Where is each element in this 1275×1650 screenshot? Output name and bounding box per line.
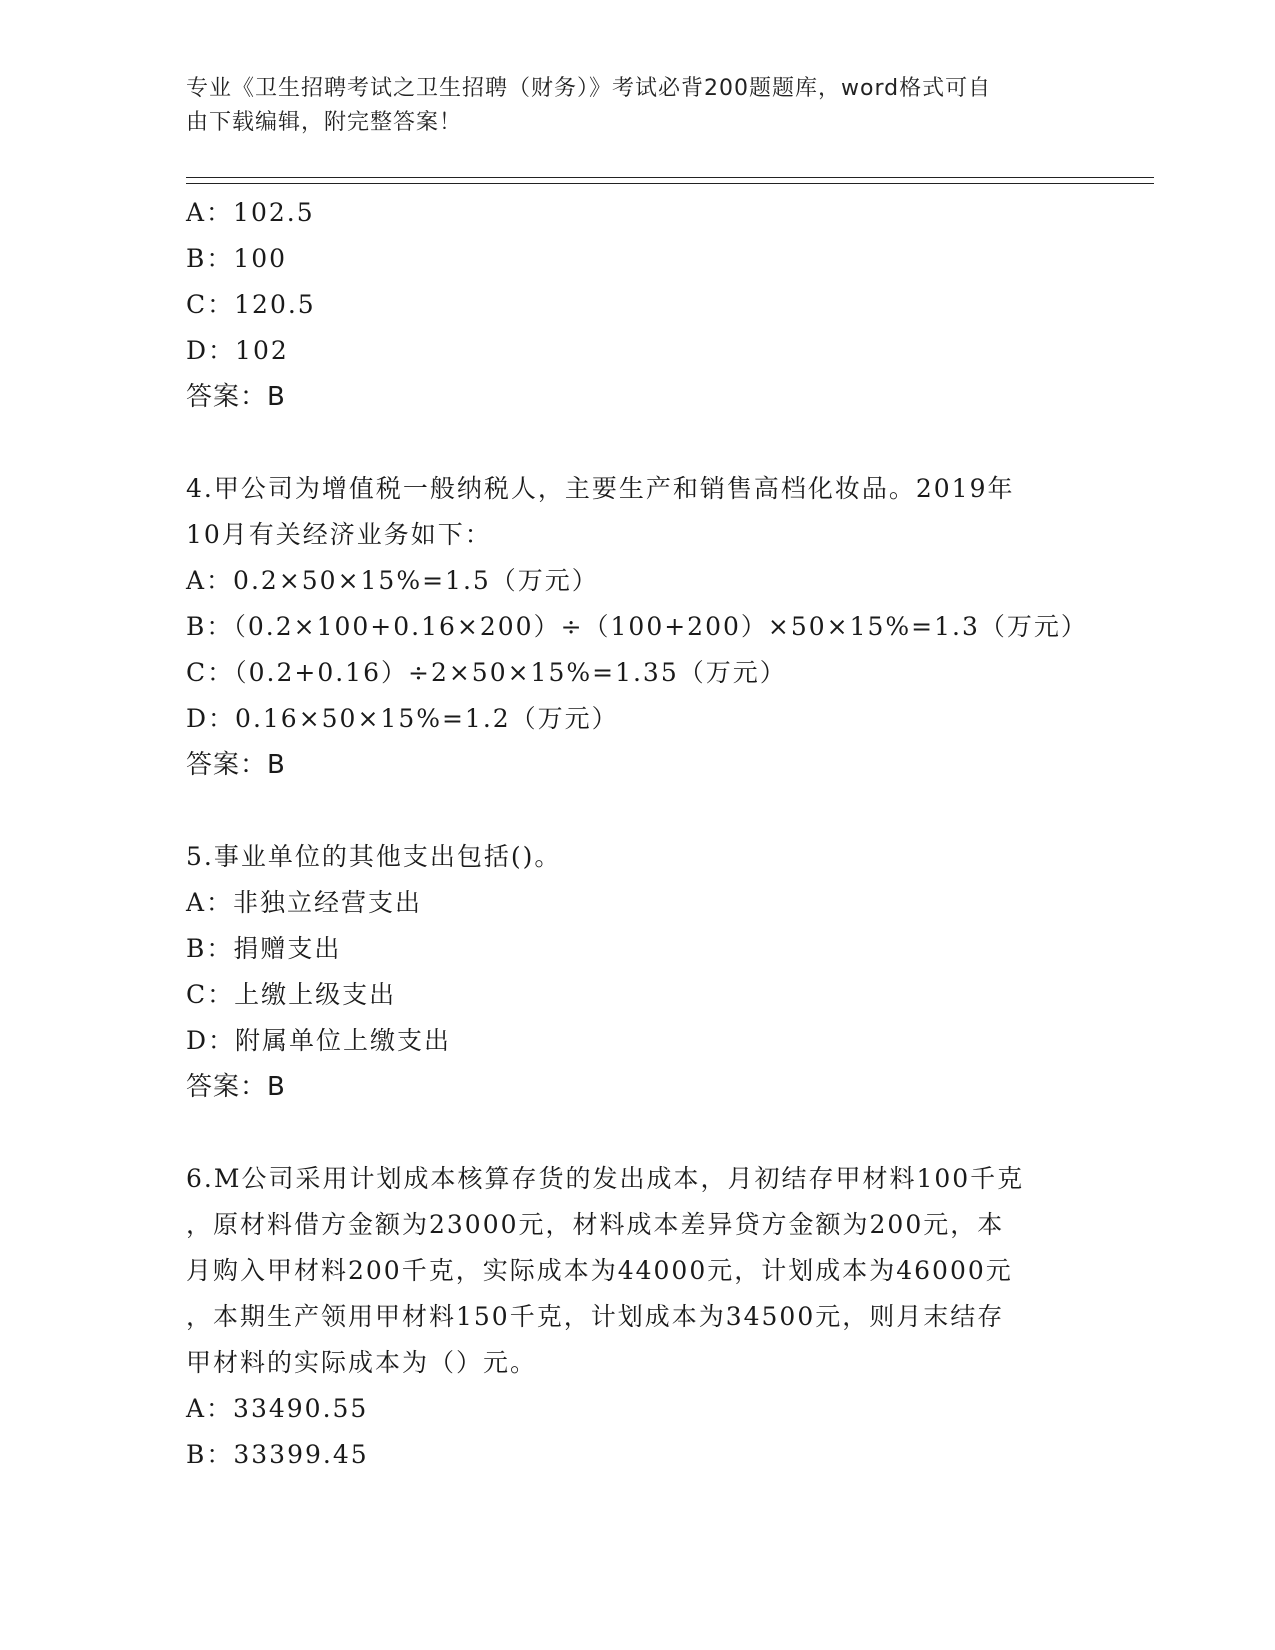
answer: 答案：B — [186, 382, 286, 412]
option-d: D：0.16×50×15%=1.2（万元） — [186, 704, 619, 733]
question-stem-line: ，原材料借方金额为23000元，材料成本差异贷方金额为200元，本 — [186, 1210, 1005, 1239]
spacer — [186, 1110, 1086, 1156]
answer: 答案：B — [186, 750, 286, 780]
spacer — [186, 420, 1086, 466]
question-stem-line: 月购入甲材料200千克，实际成本为44000元，计划成本为46000元 — [186, 1256, 1013, 1285]
option-a: A：33490.55 — [186, 1394, 369, 1423]
header-rule-bottom — [186, 183, 1154, 184]
option-a: A：102.5 — [186, 198, 315, 227]
option-c: C：上缴上级支出 — [186, 980, 397, 1009]
question-6 — [186, 1156, 1086, 1478]
option-b: B：33399.45 — [186, 1440, 369, 1469]
question-stem-line: 6.M公司采用计划成本核算存货的发出成本，月初结存甲材料100千克 — [186, 1164, 1025, 1193]
spacer — [186, 788, 1086, 834]
header-line-1: 专业《卫生招聘考试之卫生招聘（财务）》考试必背200题题库，word格式可自 — [186, 76, 992, 101]
option-d: D：附属单位上缴支出 — [186, 1026, 452, 1055]
option-d: D：102 — [186, 336, 289, 365]
question-stem-line: 甲材料的实际成本为（）元。 — [186, 1348, 538, 1377]
document-body — [186, 190, 1086, 1478]
option-b: B：捐赠支出 — [186, 934, 342, 963]
option-a: A：非独立经营支出 — [186, 888, 423, 917]
question-4 — [186, 466, 1086, 788]
option-c: C：（0.2+0.16）÷2×50×15%=1.35（万元） — [186, 658, 787, 687]
question-3 — [186, 190, 1086, 420]
question-stem-line: ，本期生产领用甲材料150千克，计划成本为34500元，则月末结存 — [186, 1302, 1005, 1331]
option-b: B：（0.2×100+0.16×200）÷（100+200）×50×15%=1.3（万元） — [186, 612, 1088, 641]
document-header — [186, 72, 1076, 140]
question-stem-line: 4.甲公司为增值税一般纳税人，主要生产和销售高档化妆品。2019年 — [186, 474, 1015, 503]
question-5 — [186, 834, 1086, 1110]
option-a: A：0.2×50×15%=1.5（万元） — [186, 566, 599, 595]
question-stem-line: 10月有关经济业务如下： — [186, 520, 492, 549]
option-b: B：100 — [186, 244, 288, 273]
question-stem-line: 5.事业单位的其他支出包括()。 — [186, 842, 562, 871]
header-rule-top — [186, 177, 1154, 178]
header-line-2: 由下载编辑，附完整答案！ — [186, 110, 463, 135]
answer: 答案：B — [186, 1072, 286, 1102]
option-c: C：120.5 — [186, 290, 316, 319]
